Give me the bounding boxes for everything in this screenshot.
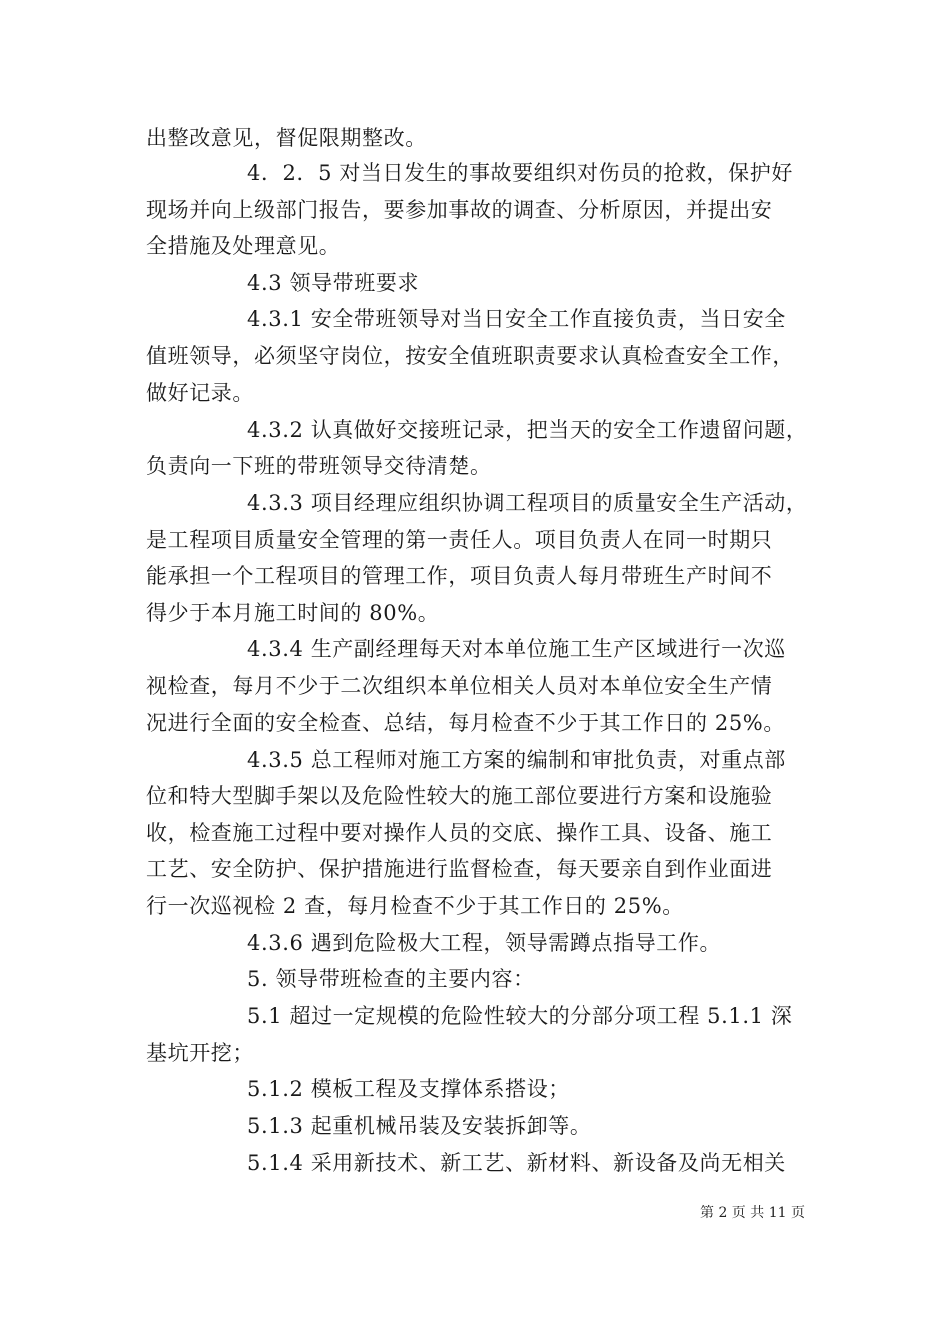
text-line: 做好记录。: [146, 381, 254, 405]
page-number: 第 2 页 共 11 页: [700, 1205, 805, 1221]
text-line: 5.1.4 采用新技术、新工艺、新材料、新设备及尚无相关: [247, 1151, 786, 1175]
text-line: 4.3.1 安全带班领导对当日安全工作直接负责，当日安全: [247, 307, 786, 331]
text-line: 4.3.5 总工程师对施工方案的编制和审批负责，对重点部: [247, 748, 786, 772]
text-line: 况进行全面的安全检查、总结，每月检查不少于其工作日的 25%。: [146, 711, 785, 735]
text-line: 4.3.3 项目经理应组织协调工程项目的质量安全生产活动，: [247, 491, 808, 515]
text-line: 基坑开挖；: [146, 1041, 254, 1065]
text-line: 视检查，每月不少于二次组织本单位相关人员对本单位安全生产情: [146, 674, 773, 698]
text-line: 5.1 超过一定规模的危险性较大的分部分项工程 5.1.1 深: [247, 1004, 793, 1028]
text-line: 能承担一个工程项目的管理工作，项目负责人每月带班生产时间不: [146, 564, 773, 588]
text-line: 负责向一下班的带班领导交待清楚。: [146, 454, 492, 478]
text-line: 收，检查施工过程中要对操作人员的交底、操作工具、设备、施工: [146, 821, 773, 845]
text-line: 工艺、安全防护、保护措施进行监督检查，每天要亲自到作业面进: [146, 857, 773, 881]
text-line: 全措施及处理意见。: [146, 234, 341, 258]
text-line: 5.1.2 模板工程及支撑体系搭设；: [247, 1077, 570, 1101]
text-line: 5.1.3 起重机械吊装及安装拆卸等。: [247, 1114, 592, 1138]
text-line: 行一次巡视检 2 查，每月检查不少于其工作日的 25%。: [146, 894, 684, 918]
text-line: 现场并向上级部门报告，要参加事故的调查、分析原因，并提出安: [146, 198, 773, 222]
text-line: 位和特大型脚手架以及危险性较大的施工部位要进行方案和设施验: [146, 784, 773, 808]
text-line: 4．2．5 对当日发生的事故要组织对伤员的抢救，保护好: [247, 161, 793, 185]
text-line: 4.3.4 生产副经理每天对本单位施工生产区域进行一次巡: [247, 637, 786, 661]
text-line: 5. 领导带班检查的主要内容：: [247, 967, 535, 991]
text-line: 得少于本月施工时间的 80%。: [146, 601, 440, 625]
text-line: 值班领导，必须坚守岗位，按安全值班职责要求认真检查安全工作，: [146, 344, 794, 368]
text-line: 4.3.6 遇到危险极大工程，领导需蹲点指导工作。: [247, 931, 722, 955]
text-line: 4.3 领导带班要求: [247, 271, 420, 295]
text-line: 是工程项目质量安全管理的第一责任人。项目负责人在同一时期只: [146, 528, 773, 552]
text-line: 4.3.2 认真做好交接班记录，把当天的安全工作遗留问题，: [247, 418, 808, 442]
text-line: 出整改意见，督促限期整改。: [146, 126, 427, 150]
